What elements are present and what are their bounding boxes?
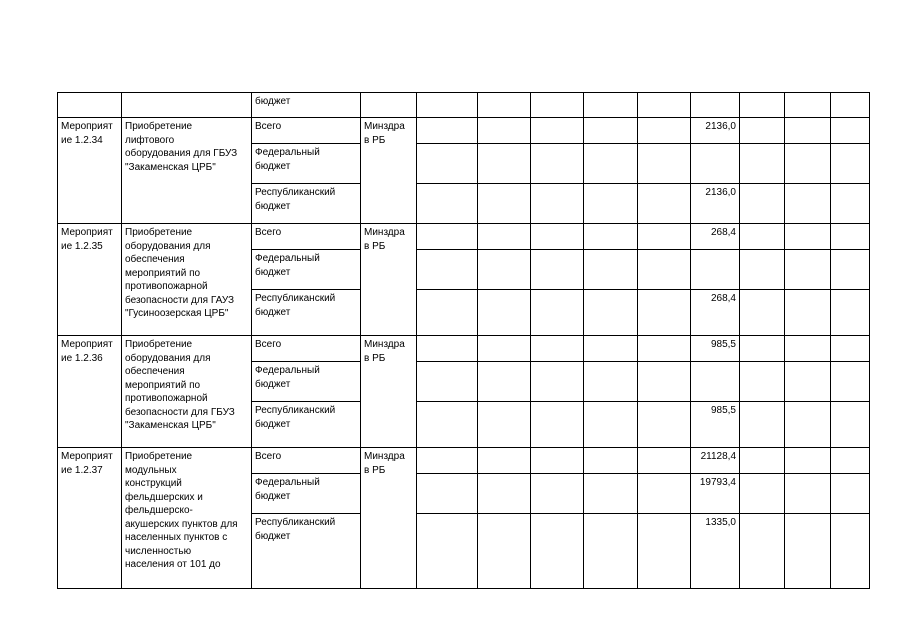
table-row <box>58 448 870 474</box>
empty-cell <box>531 514 584 589</box>
empty-cell <box>478 514 531 589</box>
empty-cell <box>831 474 870 514</box>
amount-cell: 21128,4 <box>691 448 740 474</box>
empty-cell <box>417 448 478 474</box>
empty-cell <box>417 474 478 514</box>
funding-source-cell: Всего <box>252 118 361 144</box>
empty-cell <box>478 144 531 184</box>
funding-source-cell: Федеральный бюджет <box>252 144 361 184</box>
funding-source-cell: Республиканский бюджет <box>252 184 361 224</box>
funding-source-cell: Федеральный бюджет <box>252 474 361 514</box>
empty-cell <box>831 144 870 184</box>
empty-cell <box>531 402 584 448</box>
funding-source-cell: бюджет <box>252 93 361 118</box>
budget-table <box>57 92 870 589</box>
empty-cell <box>785 448 831 474</box>
measure-code-cell: Мероприят ие 1.2.36 <box>58 336 122 448</box>
table-row <box>58 224 870 250</box>
empty-cell <box>478 118 531 144</box>
amount-cell: 19793,4 <box>691 474 740 514</box>
funding-source-cell: Республиканский бюджет <box>252 402 361 448</box>
empty-cell <box>638 224 691 250</box>
amount-cell <box>691 250 740 290</box>
empty-cell <box>584 250 638 290</box>
empty-cell <box>584 362 638 402</box>
empty-cell <box>417 144 478 184</box>
empty-cell <box>531 448 584 474</box>
empty-cell <box>785 250 831 290</box>
empty-cell <box>785 184 831 224</box>
empty-cell <box>417 336 478 362</box>
empty-cell <box>638 514 691 589</box>
executor-cell: Минздра в РБ <box>361 118 417 224</box>
table-row <box>58 93 870 118</box>
empty-cell <box>785 514 831 589</box>
empty-cell <box>584 336 638 362</box>
empty-cell <box>584 224 638 250</box>
measure-code-cell: Мероприят ие 1.2.34 <box>58 118 122 224</box>
empty-cell <box>638 336 691 362</box>
empty-cell <box>478 362 531 402</box>
amount-cell: 2136,0 <box>691 118 740 144</box>
measure-code-cell: Мероприят ие 1.2.37 <box>58 448 122 589</box>
empty-cell <box>785 402 831 448</box>
executor-cell: Минздра в РБ <box>361 336 417 448</box>
funding-source-cell: Всего <box>252 448 361 474</box>
empty-cell <box>740 402 785 448</box>
empty-cell <box>417 184 478 224</box>
amount-cell <box>691 144 740 184</box>
empty-cell <box>531 184 584 224</box>
empty-cell <box>831 224 870 250</box>
empty-cell <box>531 144 584 184</box>
empty-cell <box>584 144 638 184</box>
amount-cell: 985,5 <box>691 402 740 448</box>
funding-source-cell: Республиканский бюджет <box>252 514 361 589</box>
funding-source-cell: Федеральный бюджет <box>252 250 361 290</box>
measure-name-cell: Приобретение оборудования для обеспечения мероприятий по противопожарной безопасности для ГБУЗ "Закаменская ЦРБ" <box>122 336 252 448</box>
amount-cell: 985,5 <box>691 336 740 362</box>
measure-name-cell: Приобретение лифтового оборудования для ГБУЗ "Закаменская ЦРБ" <box>122 118 252 224</box>
empty-cell <box>478 184 531 224</box>
empty-cell <box>785 362 831 402</box>
empty-cell <box>785 144 831 184</box>
empty-cell <box>740 474 785 514</box>
empty-cell <box>531 362 584 402</box>
empty-cell <box>584 402 638 448</box>
amount-cell: 2136,0 <box>691 184 740 224</box>
amount-cell: 268,4 <box>691 290 740 336</box>
funding-source-cell: Всего <box>252 224 361 250</box>
empty-cell <box>417 514 478 589</box>
empty-cell <box>785 290 831 336</box>
funding-source-cell: Всего <box>252 336 361 362</box>
empty-cell <box>740 250 785 290</box>
empty-cell <box>740 362 785 402</box>
empty-cell <box>740 290 785 336</box>
empty-cell <box>584 118 638 144</box>
empty-cell <box>785 224 831 250</box>
empty-cell <box>638 402 691 448</box>
empty-cell <box>531 290 584 336</box>
empty-cell <box>831 290 870 336</box>
empty-cell <box>638 250 691 290</box>
empty-cell <box>831 118 870 144</box>
amount-cell: 1335,0 <box>691 514 740 589</box>
empty-cell <box>478 448 531 474</box>
empty-cell <box>531 250 584 290</box>
empty-cell <box>478 402 531 448</box>
funding-source-cell: Республиканский бюджет <box>252 290 361 336</box>
empty-cell <box>638 448 691 474</box>
empty-cell <box>531 224 584 250</box>
measure-name-cell: Приобретение модульных конструкций фельдшерских и фельдшерско- акушерских пунктов для населенных пунктов с численностью населения от 101 до <box>122 448 252 589</box>
empty-cell <box>638 144 691 184</box>
empty-cell <box>531 118 584 144</box>
table-row <box>58 118 870 144</box>
empty-cell <box>478 250 531 290</box>
empty-cell <box>531 474 584 514</box>
funding-source-cell: Федеральный бюджет <box>252 362 361 402</box>
table-row <box>58 336 870 362</box>
empty-cell <box>584 514 638 589</box>
empty-cell <box>638 118 691 144</box>
empty-cell <box>740 224 785 250</box>
empty-cell <box>417 362 478 402</box>
executor-cell: Минздра в РБ <box>361 224 417 336</box>
empty-cell <box>831 402 870 448</box>
empty-cell <box>417 250 478 290</box>
empty-cell <box>740 144 785 184</box>
empty-cell <box>584 184 638 224</box>
measure-name-cell: Приобретение оборудования для обеспечения мероприятий по противопожарной безопасности для ГАУЗ "Гусиноозерская ЦРБ" <box>122 224 252 336</box>
empty-cell <box>478 224 531 250</box>
empty-cell <box>638 474 691 514</box>
empty-cell <box>584 448 638 474</box>
empty-cell <box>831 514 870 589</box>
empty-cell <box>478 474 531 514</box>
empty-cell <box>638 362 691 402</box>
empty-cell <box>785 474 831 514</box>
empty-cell <box>831 250 870 290</box>
measure-code-cell: Мероприят ие 1.2.35 <box>58 224 122 336</box>
empty-cell <box>417 402 478 448</box>
empty-cell <box>831 184 870 224</box>
empty-cell <box>740 118 785 144</box>
empty-cell <box>740 448 785 474</box>
empty-cell <box>417 118 478 144</box>
empty-cell <box>785 118 831 144</box>
empty-cell <box>417 290 478 336</box>
empty-cell <box>740 184 785 224</box>
empty-cell <box>831 448 870 474</box>
amount-cell <box>691 362 740 402</box>
empty-cell <box>831 362 870 402</box>
amount-cell: 268,4 <box>691 224 740 250</box>
empty-cell <box>478 336 531 362</box>
executor-cell: Минздра в РБ <box>361 448 417 589</box>
empty-cell <box>785 336 831 362</box>
empty-cell <box>831 336 870 362</box>
empty-cell <box>584 474 638 514</box>
empty-cell <box>417 224 478 250</box>
empty-cell <box>740 336 785 362</box>
empty-cell <box>638 290 691 336</box>
empty-cell <box>531 336 584 362</box>
empty-cell <box>740 514 785 589</box>
empty-cell <box>638 184 691 224</box>
empty-cell <box>478 290 531 336</box>
empty-cell <box>584 290 638 336</box>
